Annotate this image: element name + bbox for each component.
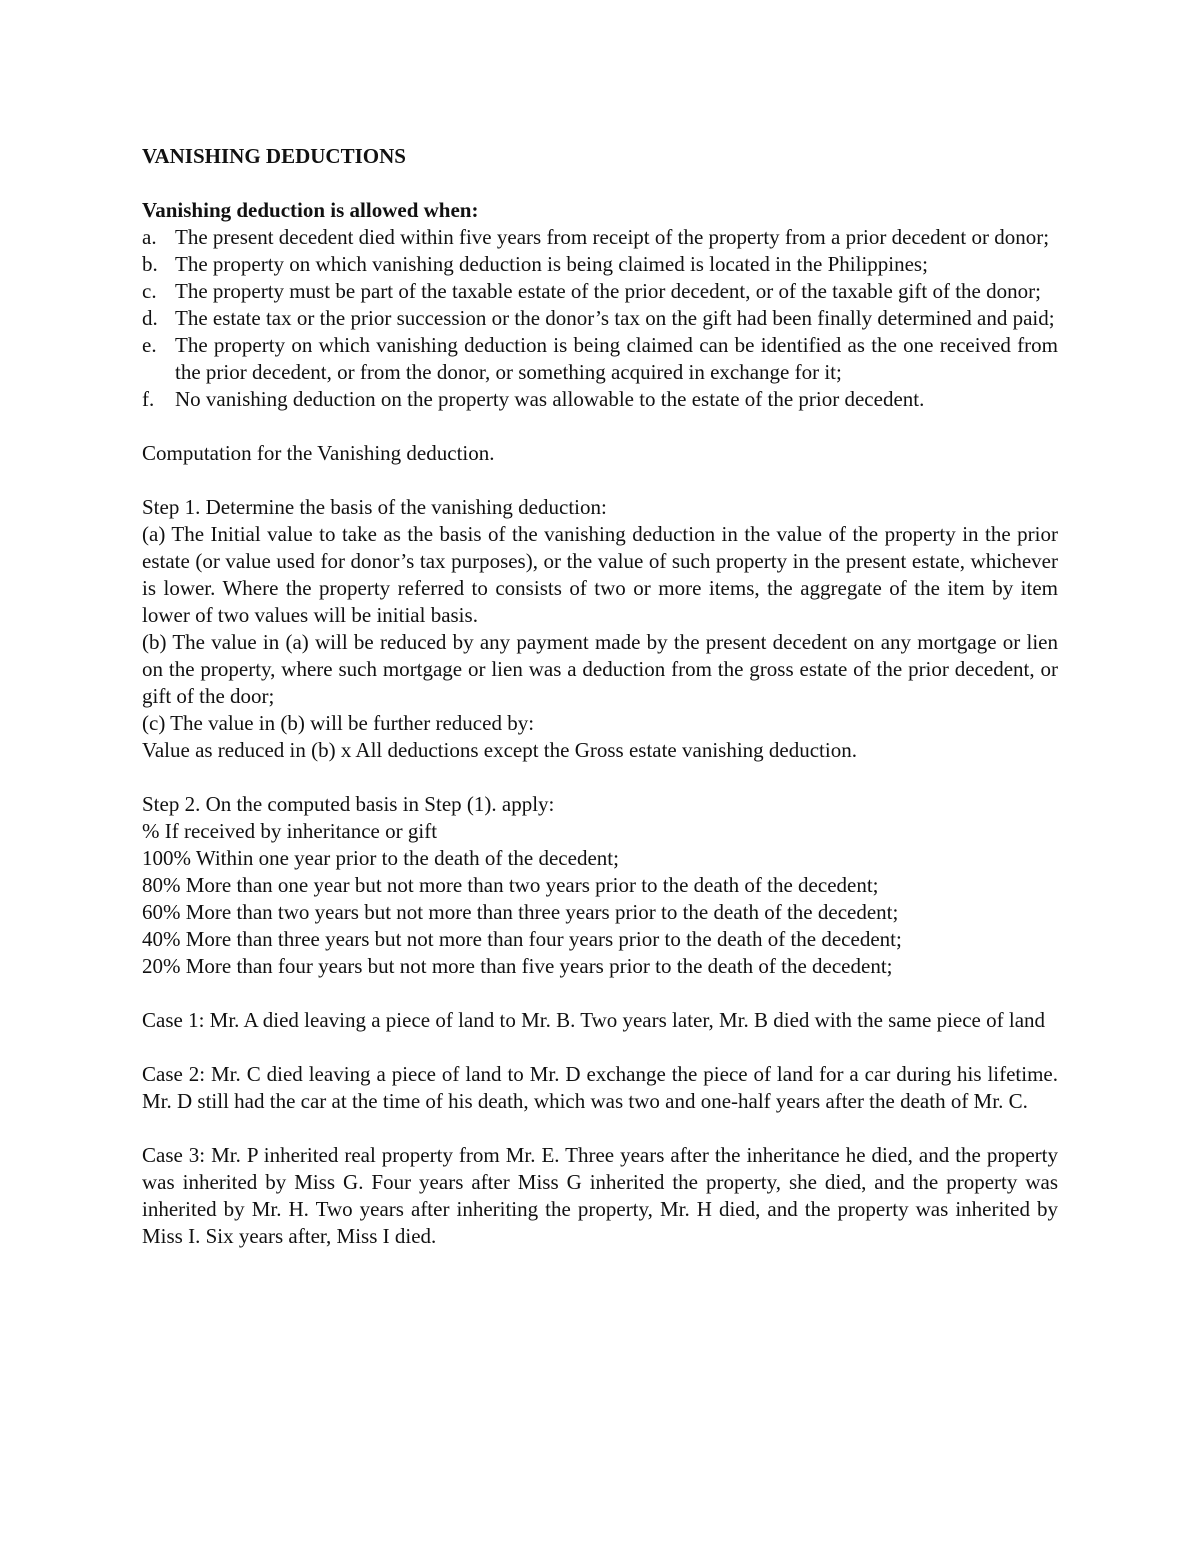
condition-marker: b. (142, 252, 158, 276)
condition-item (142, 305, 1058, 332)
rate-line: 40% More than three years but not more than four years prior to the death of the decedent; (142, 927, 902, 951)
step2-heading: Step 2. On the computed basis in Step (1). apply: (142, 792, 555, 816)
document-body (142, 143, 1058, 1250)
condition-item (142, 332, 1058, 386)
step1-formula: Value as reduced in (b) x All deductions except the Gross estate vanishing deduction. (142, 738, 857, 762)
condition-text: The property on which vanishing deduction is being claimed can be identified as the one received from the prior decedent, or from the donor, or something acquired in exchange for it; (175, 333, 1058, 384)
condition-text: The property must be part of the taxable estate of the prior decedent, or of the taxable gift of the donor; (175, 279, 1041, 303)
case-3: Case 3: Mr. P inherited real property from Mr. E. Three years after the inheritance he died, and the property was inherited by Miss G. Four years after Miss G inherited the property, she died, and the property was inherited by Mr. H. Two years after inheriting the property, Mr. H died, and the property was inherited by Miss I. Six years after, Miss I died. (142, 1143, 1058, 1248)
computation-heading: Computation for the Vanishing deduction. (142, 441, 495, 465)
condition-item (142, 251, 1058, 278)
step1-paragraph-b: (b) The value in (a) will be reduced by any payment made by the present decedent on any mortgage or lien on the property, where such mortgage or lien was a deduction from the gross estate of the prior decedent, or gift of the door; (142, 630, 1058, 708)
case-2: Case 2: Mr. C died leaving a piece of land to Mr. D exchange the piece of land for a car during his lifetime. Mr. D still had the car at the time of his death, which was two and one-half years after the death of Mr. C. (142, 1062, 1058, 1113)
condition-marker: e. (142, 333, 157, 357)
rate-line: 80% More than one year but not more than two years prior to the death of the decedent; (142, 873, 879, 897)
step1-paragraph-a: (a) The Initial value to take as the basis of the vanishing deduction in the value of the property in the prior estate (or value used for donor’s tax purposes), or the value of such property in the present estate, whichever is lower. Where the property referred to consists of two or more items, the aggregate of the item by item lower of two values will be initial basis. (142, 522, 1058, 627)
condition-marker: f. (142, 387, 155, 411)
condition-item (142, 278, 1058, 305)
rate-line: 100% Within one year prior to the death of the decedent; (142, 846, 619, 870)
rate-line: 20% More than four years but not more than five years prior to the death of the decedent; (142, 954, 893, 978)
condition-text: The estate tax or the prior succession or the donor’s tax on the gift had been finally determined and paid; (175, 306, 1055, 330)
step1-paragraph-c: (c) The value in (b) will be further reduced by: (142, 711, 535, 735)
condition-marker: c. (142, 279, 157, 303)
condition-item (142, 224, 1058, 251)
rate-line: % If received by inheritance or gift (142, 819, 438, 843)
condition-text: No vanishing deduction on the property was allowable to the estate of the prior decedent. (175, 387, 925, 411)
conditions-heading: Vanishing deduction is allowed when: (142, 198, 479, 222)
step1-heading: Step 1. Determine the basis of the vanishing deduction: (142, 495, 607, 519)
rate-line: 60% More than two years but not more than three years prior to the death of the decedent; (142, 900, 899, 924)
condition-marker: d. (142, 306, 158, 330)
document-title: VANISHING DEDUCTIONS (142, 144, 406, 168)
case-1: Case 1: Mr. A died leaving a piece of land to Mr. B. Two years later, Mr. B died with the same piece of land (142, 1008, 1046, 1032)
condition-item (142, 386, 1058, 413)
condition-marker: a. (142, 225, 157, 249)
condition-text: The property on which vanishing deduction is being claimed is located in the Philippines; (175, 252, 928, 276)
condition-text: The present decedent died within five years from receipt of the property from a prior decedent or donor; (175, 225, 1050, 249)
